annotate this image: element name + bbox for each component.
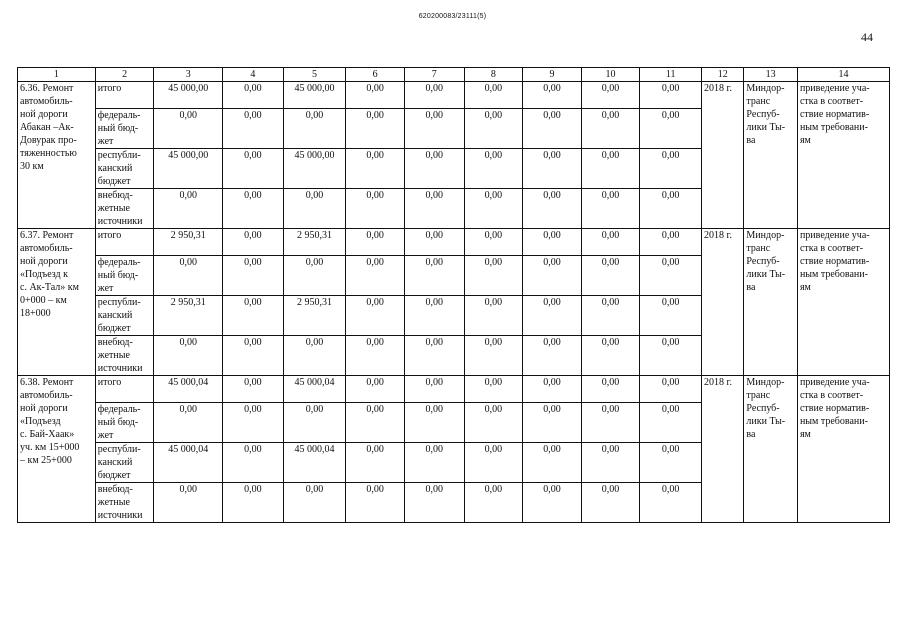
project-description: 6.36. Ремонт автомобиль- ной дороги Абакан –Ак- Довурак про- тяженностью 30 км — [18, 82, 96, 229]
amount-cell: 0,00 — [346, 336, 405, 376]
amount-cell: 0,00 — [523, 256, 582, 296]
amount-cell: 0,00 — [223, 336, 284, 376]
amount-cell: 0,00 — [346, 403, 405, 443]
amount-cell: 0,00 — [581, 483, 640, 523]
amount-cell: 0,00 — [223, 189, 284, 229]
amount-cell: 0,00 — [581, 256, 640, 296]
column-number-cell: 12 — [701, 68, 743, 82]
amount-cell: 0,00 — [223, 229, 284, 256]
funding-source: республи- канский бюджет — [95, 296, 154, 336]
amount-cell: 0,00 — [346, 483, 405, 523]
amount-cell: 0,00 — [346, 256, 405, 296]
amount-cell: 45 000,00 — [283, 82, 346, 109]
amount-cell: 0,00 — [346, 229, 405, 256]
amount-cell: 0,00 — [464, 229, 523, 256]
amount-cell: 0,00 — [404, 443, 464, 483]
project-executor: Миндор- транс Респуб- лики Ты- ва — [744, 82, 798, 229]
amount-cell: 0,00 — [523, 149, 582, 189]
amount-cell: 0,00 — [404, 403, 464, 443]
amount-cell: 0,00 — [346, 189, 405, 229]
project-note: приведение уча- стка в соответ- ствие норматив- ным требовани- ям — [797, 229, 889, 376]
amount-cell: 0,00 — [404, 189, 464, 229]
amount-cell: 0,00 — [404, 109, 464, 149]
amount-cell: 0,00 — [346, 149, 405, 189]
amount-cell: 0,00 — [464, 336, 523, 376]
column-number-cell: 4 — [223, 68, 284, 82]
amount-cell: 0,00 — [464, 149, 523, 189]
column-number-row — [18, 68, 890, 82]
amount-cell: 0,00 — [523, 403, 582, 443]
amount-cell: 0,00 — [640, 296, 702, 336]
amount-cell: 0,00 — [640, 443, 702, 483]
amount-cell: 45 000,00 — [154, 149, 223, 189]
amount-cell: 0,00 — [640, 229, 702, 256]
funding-source: республи- канский бюджет — [95, 443, 154, 483]
amount-cell: 0,00 — [581, 443, 640, 483]
project-executor: Миндор- транс Респуб- лики Ты- ва — [744, 229, 798, 376]
amount-cell: 0,00 — [464, 483, 523, 523]
project-year: 2018 г. — [701, 82, 743, 229]
amount-cell: 0,00 — [283, 109, 346, 149]
amount-cell: 0,00 — [581, 229, 640, 256]
amount-cell: 0,00 — [464, 376, 523, 403]
funding-source: федераль- ный бюд- жет — [95, 256, 154, 296]
column-number-cell: 7 — [404, 68, 464, 82]
amount-cell: 0,00 — [464, 109, 523, 149]
amount-cell: 0,00 — [404, 336, 464, 376]
amount-cell: 45 000,00 — [154, 82, 223, 109]
funding-source: внебюд- жетные источники — [95, 483, 154, 523]
amount-cell: 0,00 — [523, 296, 582, 336]
amount-cell: 0,00 — [283, 256, 346, 296]
column-number-cell: 14 — [797, 68, 889, 82]
amount-cell: 0,00 — [640, 376, 702, 403]
amount-cell: 0,00 — [581, 109, 640, 149]
project-executor: Миндор- транс Респуб- лики Ты- ва — [744, 376, 798, 523]
amount-cell: 45 000,04 — [154, 376, 223, 403]
funding-source: внебюд- жетные источники — [95, 336, 154, 376]
amount-cell: 0,00 — [404, 296, 464, 336]
amount-cell: 0,00 — [346, 376, 405, 403]
amount-cell: 0,00 — [223, 82, 284, 109]
amount-cell: 0,00 — [640, 483, 702, 523]
amount-cell: 0,00 — [640, 336, 702, 376]
column-number-cell: 1 — [18, 68, 96, 82]
amount-cell: 2 950,31 — [154, 229, 223, 256]
table-row — [18, 82, 890, 109]
amount-cell: 0,00 — [464, 82, 523, 109]
funding-source: федераль- ный бюд- жет — [95, 403, 154, 443]
amount-cell: 0,00 — [523, 82, 582, 109]
budget-table — [17, 67, 890, 523]
amount-cell: 0,00 — [464, 256, 523, 296]
amount-cell: 0,00 — [640, 82, 702, 109]
funding-source: итого — [95, 229, 154, 256]
amount-cell: 0,00 — [581, 403, 640, 443]
amount-cell: 0,00 — [223, 376, 284, 403]
amount-cell: 45 000,04 — [283, 443, 346, 483]
table-row — [18, 229, 890, 256]
amount-cell: 0,00 — [640, 149, 702, 189]
column-number-cell: 13 — [744, 68, 798, 82]
amount-cell: 0,00 — [283, 189, 346, 229]
amount-cell: 0,00 — [404, 256, 464, 296]
funding-source: республи- канский бюджет — [95, 149, 154, 189]
amount-cell: 0,00 — [523, 109, 582, 149]
table-row — [18, 376, 890, 403]
amount-cell: 0,00 — [223, 149, 284, 189]
funding-source: федераль- ный бюд- жет — [95, 109, 154, 149]
amount-cell: 2 950,31 — [154, 296, 223, 336]
amount-cell: 0,00 — [640, 109, 702, 149]
column-number-cell: 8 — [464, 68, 523, 82]
amount-cell: 0,00 — [154, 483, 223, 523]
amount-cell: 0,00 — [223, 296, 284, 336]
amount-cell: 0,00 — [223, 443, 284, 483]
project-description: 6.38. Ремонт автомобиль- ной дороги «Подъезд с. Бай-Хаак» уч. км 15+000 – км 25+000 — [18, 376, 96, 523]
amount-cell: 0,00 — [223, 109, 284, 149]
amount-cell: 0,00 — [464, 403, 523, 443]
amount-cell: 0,00 — [346, 109, 405, 149]
amount-cell: 0,00 — [346, 82, 405, 109]
amount-cell: 0,00 — [523, 189, 582, 229]
column-number-cell: 9 — [523, 68, 582, 82]
funding-source: внебюд- жетные источники — [95, 189, 154, 229]
document-code: 620200083/23111(5) — [418, 13, 487, 20]
column-number-cell: 6 — [346, 68, 405, 82]
amount-cell: 45 000,04 — [283, 376, 346, 403]
project-description: 6.37. Ремонт автомобиль- ной дороги «Подъезд к с. Ак-Тал» км 0+000 – км 18+000 — [18, 229, 96, 376]
amount-cell: 0,00 — [404, 229, 464, 256]
project-year: 2018 г. — [701, 376, 743, 523]
amount-cell: 0,00 — [581, 336, 640, 376]
amount-cell: 0,00 — [154, 403, 223, 443]
amount-cell: 0,00 — [581, 189, 640, 229]
amount-cell: 0,00 — [640, 189, 702, 229]
amount-cell: 45 000,04 — [154, 443, 223, 483]
project-year: 2018 г. — [701, 229, 743, 376]
amount-cell: 0,00 — [523, 376, 582, 403]
amount-cell: 0,00 — [154, 109, 223, 149]
amount-cell: 0,00 — [581, 82, 640, 109]
funding-source: итого — [95, 82, 154, 109]
amount-cell: 45 000,00 — [283, 149, 346, 189]
amount-cell: 0,00 — [346, 296, 405, 336]
column-number-cell: 11 — [640, 68, 702, 82]
project-note: приведение уча- стка в соответ- ствие норматив- ным требовани- ям — [797, 376, 889, 523]
amount-cell: 0,00 — [404, 82, 464, 109]
amount-cell: 0,00 — [581, 149, 640, 189]
amount-cell: 0,00 — [523, 336, 582, 376]
amount-cell: 0,00 — [464, 189, 523, 229]
amount-cell: 2 950,31 — [283, 296, 346, 336]
amount-cell: 0,00 — [581, 296, 640, 336]
amount-cell: 0,00 — [283, 483, 346, 523]
amount-cell: 0,00 — [523, 483, 582, 523]
amount-cell: 0,00 — [640, 403, 702, 443]
column-number-cell: 10 — [581, 68, 640, 82]
amount-cell: 0,00 — [404, 483, 464, 523]
amount-cell: 0,00 — [404, 376, 464, 403]
amount-cell: 0,00 — [523, 443, 582, 483]
amount-cell: 0,00 — [346, 443, 405, 483]
amount-cell: 0,00 — [523, 229, 582, 256]
amount-cell: 0,00 — [223, 256, 284, 296]
amount-cell: 0,00 — [154, 336, 223, 376]
amount-cell: 0,00 — [404, 149, 464, 189]
funding-source: итого — [95, 376, 154, 403]
amount-cell: 2 950,31 — [283, 229, 346, 256]
page-number: 44 — [861, 30, 873, 44]
amount-cell: 0,00 — [154, 256, 223, 296]
amount-cell: 0,00 — [223, 403, 284, 443]
amount-cell: 0,00 — [464, 443, 523, 483]
project-note: приведение уча- стка в соответ- ствие норматив- ным требовани- ям — [797, 82, 889, 229]
amount-cell: 0,00 — [154, 189, 223, 229]
amount-cell: 0,00 — [464, 296, 523, 336]
amount-cell: 0,00 — [640, 256, 702, 296]
column-number-cell: 3 — [154, 68, 223, 82]
amount-cell: 0,00 — [581, 376, 640, 403]
column-number-cell: 2 — [95, 68, 154, 82]
amount-cell: 0,00 — [223, 483, 284, 523]
column-number-cell: 5 — [283, 68, 346, 82]
amount-cell: 0,00 — [283, 336, 346, 376]
amount-cell: 0,00 — [283, 403, 346, 443]
